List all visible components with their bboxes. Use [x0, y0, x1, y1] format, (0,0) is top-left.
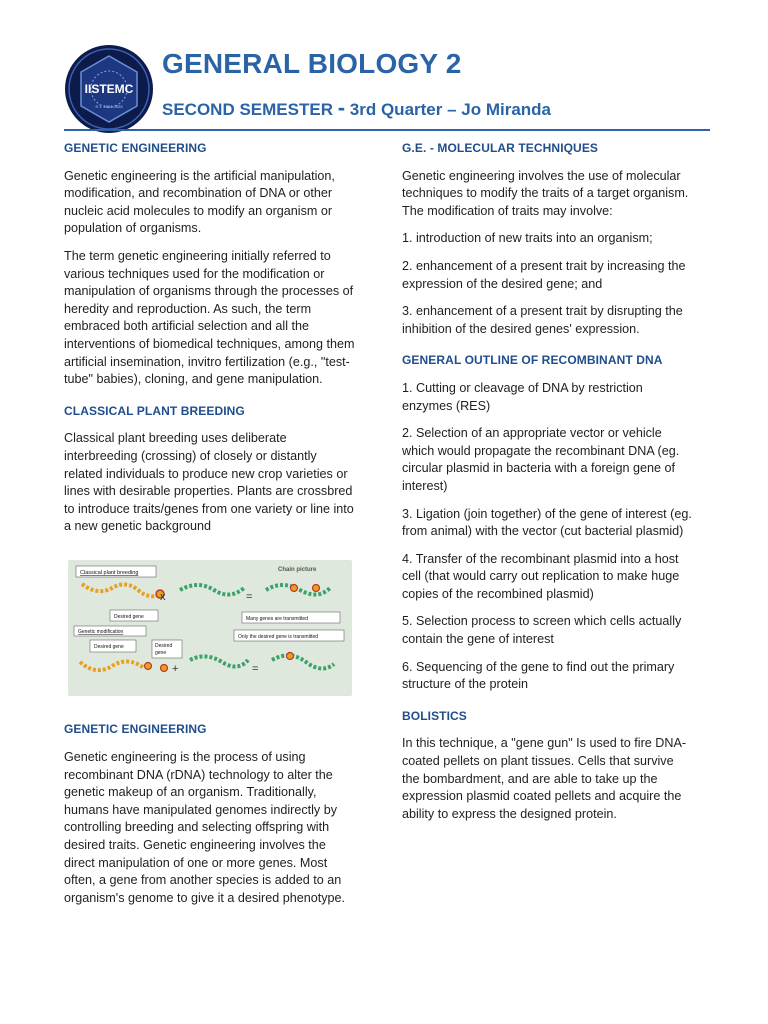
- paragraph: Genetic engineering is the process of using recombinant DNA (rDNA) technology to alter the genetic makeup of an organism. Traditionally, humans have manipulated genomes indirectly by controlling breeding and selecting offspring with desired traits. Genetic engineering involves the direct manipulation of one or more genes. Most often, a gene from another species is added to an organism's genome to give it a desired phenotype.: [64, 750, 346, 905]
- figure-label-gene: gene: [155, 649, 167, 656]
- right-column: [402, 140, 694, 833]
- paragraph: Genetic engineering is the artificial manipulation, modification, and recombination of DNA or other nucleic acid molecules to modify an organism or population of organisms.: [64, 168, 335, 236]
- figure-label-classical: Classical plant breeding: [80, 569, 139, 576]
- list-item: 1. introduction of new traits into an organism;: [402, 231, 653, 246]
- figure-plus: +: [172, 662, 179, 675]
- paragraph: In this technique, a "gene gun" Is used to fire DNA-coated pellets on plant tissues. Cells that survive the bombardment, and are able to take up the expression plasmid coated pellets and acquire the ability to express the designed protein.: [402, 736, 687, 821]
- figure-chain-picture: Chain picture: [278, 566, 317, 573]
- paragraph: Classical plant breeding uses deliberate interbreeding (crossing) of closely or distantly related individuals to produce new crop varieties or lines with desirable properties. Plants are crossbred to introduce traits/genes from one variety or line into a new genetic background: [64, 431, 354, 534]
- logo-subtext: S.Y. 2024-2025: [95, 104, 123, 109]
- list-item: 2. Selection of an appropriate vector or vehicle which would propagate the recombinant DNA (eg. circular plasmid in bacteria with a foreign gene of interest): [402, 426, 680, 493]
- list-item: 5. Selection process to screen which cells actually contain the gene of interest: [402, 614, 682, 647]
- section-heading-bolistics: BOLISTICS: [402, 708, 467, 723]
- subtitle-separator: -: [337, 95, 346, 120]
- list-item: 2. enhancement of a present trait by increasing the expression of the desired gene; and: [402, 258, 686, 291]
- paragraph: Genetic engineering involves the use of molecular techniques to modify the traits of a target organism. The modification of traits may involve:: [402, 168, 689, 218]
- left-column: [64, 140, 356, 917]
- figure-label-desired-gene: Desired gene: [114, 613, 144, 620]
- page-subtitle: [162, 95, 551, 121]
- figure-equals-2: =: [252, 662, 259, 675]
- figure-label-many-genes: Many genes are transmitted: [246, 615, 308, 622]
- figure-label-desired: Desired: [155, 642, 173, 649]
- section-heading-recombinant-dna: GENERAL OUTLINE OF RECOMBINANT DNA: [402, 353, 663, 368]
- list-item: 3. enhancement of a present trait by disrupting the inhibition of the desired genes' expression.: [402, 304, 683, 336]
- page-title: GENERAL BIOLOGY 2: [162, 48, 462, 79]
- section-heading-genetic-engineering: GENETIC ENGINEERING: [64, 141, 207, 155]
- subtitle-semester: SECOND SEMESTER: [162, 100, 333, 119]
- list-item: 1. Cutting or cleavage of DNA by restriction enzymes (RES): [402, 380, 643, 413]
- paragraph: The term genetic engineering initially referred to various techniques used for the modification or manipulation of organisms through the processes of heredity and reproduction. As such, the term embraced both artificial selection and all the interventions of biomedical techniques, among them artificial insemination, invitro fertilization (e.g., "test-tube" babies), cloning, and gene manipulation.: [64, 248, 355, 387]
- subtitle-quarter: 3rd Quarter – Jo Miranda: [349, 100, 552, 119]
- section-heading-genetic-engineering-2: GENETIC ENGINEERING: [64, 722, 207, 737]
- figure-equals: =: [246, 590, 253, 603]
- list-item: 6. Sequencing of the gene to find out the primary structure of the protein: [402, 659, 675, 692]
- section-heading-classical-plant-breeding: CLASSICAL PLANT BREEDING: [64, 403, 245, 418]
- logo-text: IISTEMC: [84, 82, 134, 96]
- header-divider: [64, 129, 710, 131]
- figure-label-only-desired: Only the desired gene is transmitted: [238, 633, 319, 640]
- list-item: 3. Ligation (join together) of the gene of interest (eg. from animal) with the vector (cut bacterial plasmid): [402, 506, 692, 539]
- section-heading-molecular-techniques: G.E. - MOLECULAR TECHNIQUES: [402, 141, 599, 155]
- school-logo: [64, 44, 154, 134]
- figure-label-desired-gene-2: Desired gene: [94, 643, 124, 650]
- plant-breeding-figure: [68, 560, 352, 696]
- figure-label-genetic-modification: Genetic modification: [78, 628, 124, 635]
- list-item: 4. Transfer of the recombinant plasmid into a host cell (that would carry out replication to make huge copies of the recombined plasmid): [402, 551, 680, 601]
- figure-times: x: [160, 590, 166, 603]
